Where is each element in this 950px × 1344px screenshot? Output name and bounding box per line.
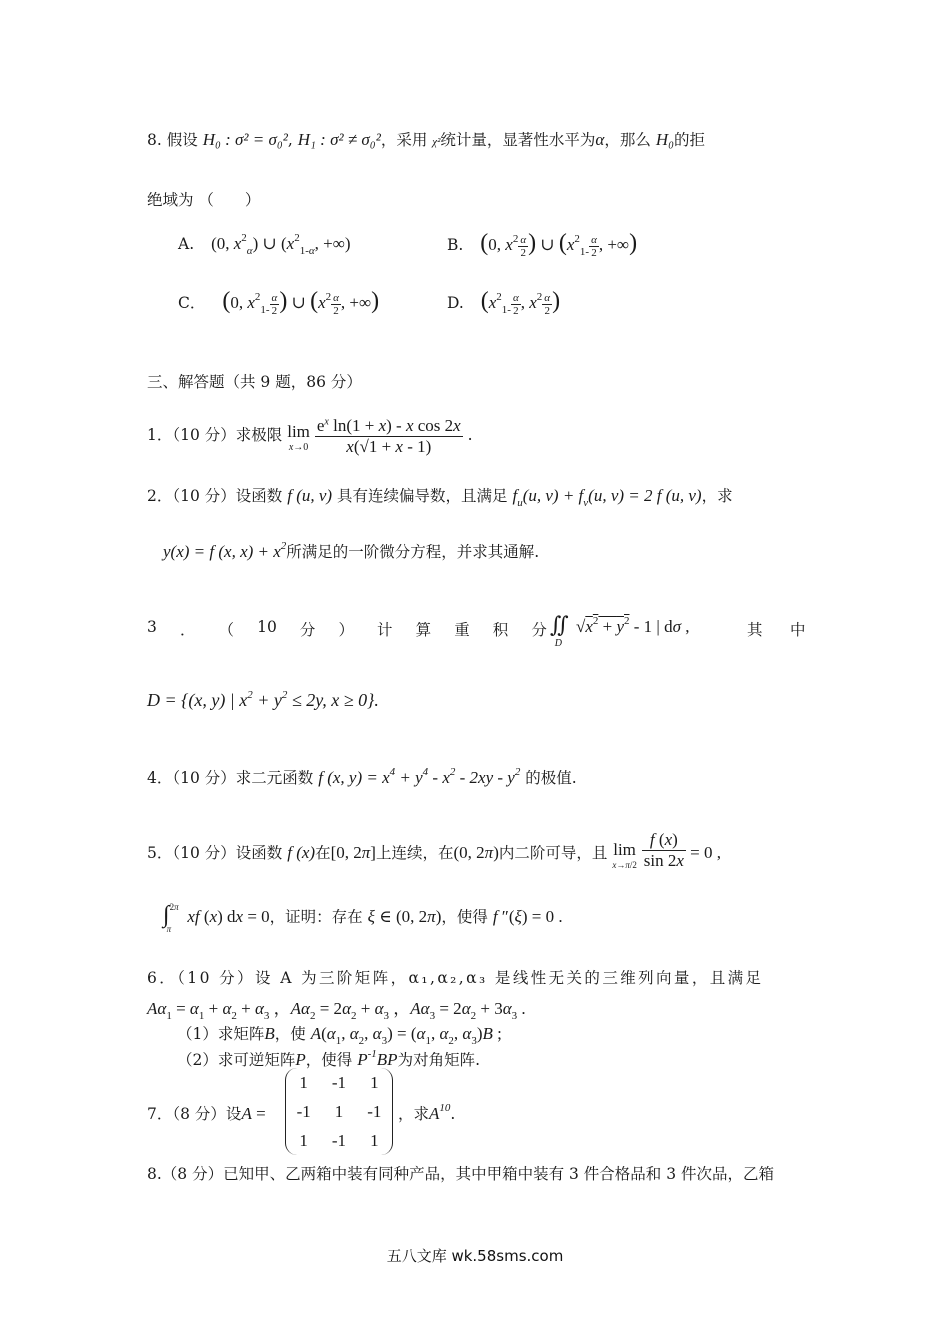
option-a: A. (0, $x^2_\alpha$) ∪ ($x^2_{1-\alpha}$, +∞): [178, 232, 351, 257]
problem-4: 4．（10 分）求二元函数 f (x, $y) = x^4 + y^4 - x^2 - 2xy - y^2$ 的极值.: [147, 766, 577, 787]
question-number: 8.: [147, 131, 162, 149]
problem-6-sub2: （2）求可逆矩阵P，使得 $P^{-1}BP$为对角矩阵.: [177, 1048, 480, 1069]
problem-6-line2: $A\alpha_1 = \alpha_1 + \alpha_2 + \alpha_3$ ，$A\alpha_2 = 2\alpha_2 + \alpha_3$ ，$A\alpha_3 = 2\alpha_2 + 3\alpha_3$ .: [147, 999, 526, 1022]
hypothesis-h0: H₀ : σ² = σ₀²: [202, 130, 288, 149]
hypothesis-h1: H₁ : σ² ≠ σ₀²: [297, 130, 381, 149]
option-d: D. ($x^2_{1-}$ $\frac{\alpha}{2}$ , $x^2$ $\frac{\alpha}{2}$ ): [447, 288, 561, 317]
mc-question-8-line1: 8. 假设 H₀ : σ² = σ₀², H₁ : σ² ≠ σ₀²，采用 χ²统计量，显著性水平为α，那么 H₀的拒: [147, 130, 706, 149]
footer-watermark: 五八文库 wk.58sms.com: [386, 1247, 564, 1265]
section-title: 三、解答题（共 9 题，86 分）: [147, 373, 362, 391]
problem-3-integral: $∬_D√x^2 + y^2 - 1$ | dσ ,: [550, 612, 690, 649]
problem-3-domain: D = {(x, y) | $x^2 + y^2 \le 2y$, x ≥ 0}.: [147, 689, 379, 710]
problem-7-tail: ，求$A^{10}$.: [398, 1102, 456, 1123]
problem-3-spread: 3 ． （ 10 分 ） 计 算 重 积 分: [147, 618, 547, 639]
problem-2-line2: y(x) = f (x, $x) + x^2$所满足的一阶微分方程，并求其通解.: [163, 540, 540, 561]
problem-1: 1．（10 分）求极限 lim x→0 $\frac{e^x \ln(1 + x) - x \cos 2x}{x(√1 + x - 1)}$ .: [147, 416, 473, 456]
problem-6-line1: 6．（10 分）设 A 为三阶矩阵，α₁,α₂,α₃ 是线性无关的三维列向量，且满足: [147, 969, 764, 987]
mc-question-8-line2: 绝域为 （ ）: [147, 191, 261, 209]
option-c: C． (0, $x^2_{1-}$ $\frac{\alpha}{2}$ ) ∪ ($x^2$ $\frac{\alpha}{2}$ , +∞): [178, 288, 380, 317]
problem-8: 8.（8 分）已知甲、乙两箱中装有同种产品，其中甲箱中装有 3 件合格品和 3 件次品，乙箱: [147, 1165, 775, 1183]
problem-5-line2: ∫$^{2\pi}_\pi$ xf (x) dx = 0，证明：存在 ξ ∈ (0, 2π)，使得 f ″(ξ) = 0 .: [163, 902, 563, 934]
problem-2-line1: 2．（10 分）设函数 f (u, v) 具有连续偏导数，且满足 $f_u(u$, $v) + f_v(u$, v) = 2 f (u, v)，求: [147, 486, 733, 509]
option-b: B. (0, $x^2$ $\frac{\alpha}{2}$ ) ∪ ($x^2_{1-}$ $\frac{\alpha}{2}$ , +∞): [447, 230, 638, 259]
problem-6-sub1: （1）求矩阵B，使 $A(\alpha_1$, $\alpha_2$, $\alpha_3) = (\alpha_1$, $\alpha_2$, $\alpha_3)B$ ;: [177, 1024, 502, 1047]
problem-7: 7．（8 分）设A =: [147, 1104, 266, 1123]
problem-5-line1: 5．（10 分）设函数 f (x)在[0, 2π]上连续，在(0, 2π)内二阶可导，且 lim x→π/2 $\frac{f (x)}{\sin 2x}$ = 0 ,: [147, 830, 722, 870]
matrix-a: 1 -1 1 -1 1 -1 1 -1 1: [285, 1068, 393, 1155]
